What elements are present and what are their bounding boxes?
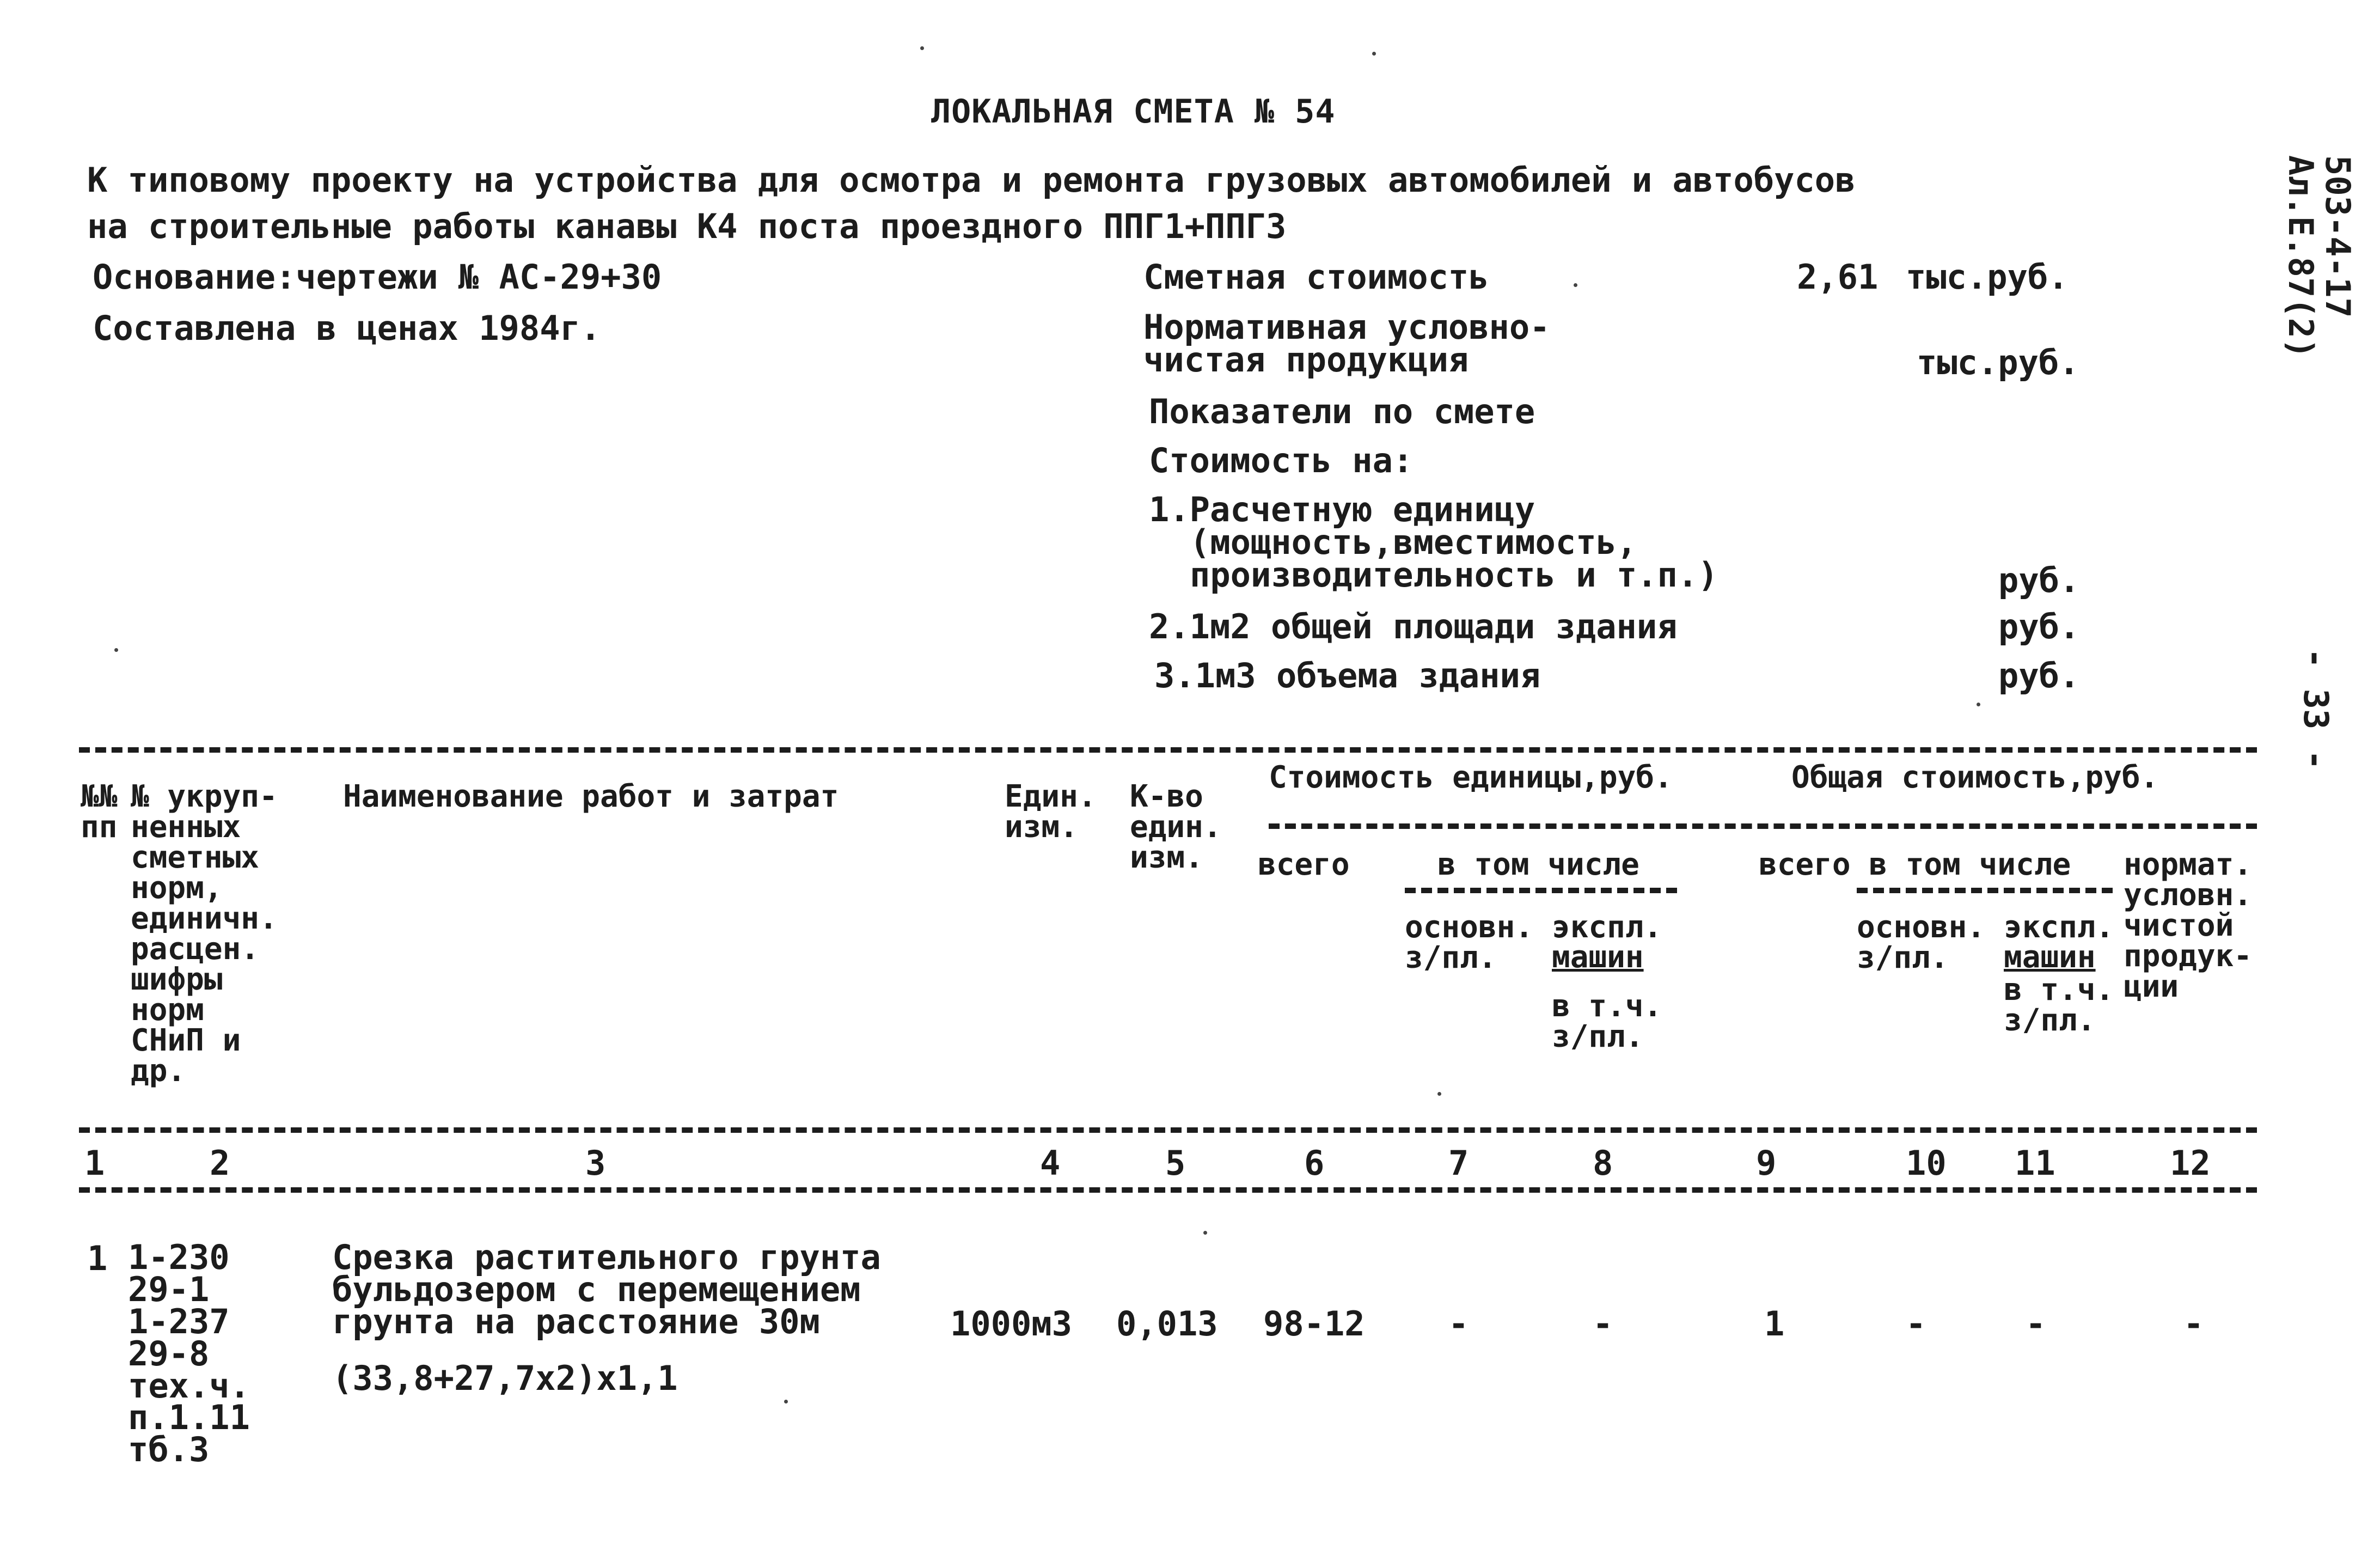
indicator-1-line-2: (мощность,вместимость, xyxy=(1190,522,1637,562)
rule-colnum-bottom xyxy=(79,1187,2257,1193)
header-col-11-bottom: в т.ч. з/пл. xyxy=(2004,972,2114,1038)
normative-label-2: чистая продукция xyxy=(1143,340,1469,380)
header-col-6-total: всего xyxy=(1258,847,1350,882)
side-code-1: 503-4-17 xyxy=(2318,155,2358,318)
row-number: 1 xyxy=(87,1238,108,1278)
row-codes: 1-230 29-1 1-237 29-8 тех.ч. п.1.11 тб.3 xyxy=(128,1237,250,1470)
column-number: 9 xyxy=(1756,1143,1777,1183)
header-col-10: основн. з/пл. xyxy=(1857,910,1986,975)
rule-group-under xyxy=(1269,823,2257,829)
project-line-2: на строительные работы канавы К4 поста проездного ППГ1+ППГ3 xyxy=(87,206,1287,246)
estimated-cost-value: 2,61 xyxy=(1797,257,1879,297)
cost-for-label: Стоимость на: xyxy=(1149,441,1414,480)
rule-header-bottom xyxy=(79,1127,2257,1133)
estimated-cost-unit: тыс.руб. xyxy=(1906,257,2069,297)
indicator-3: 3.1м3 объема здания xyxy=(1154,656,1541,695)
row-unit: 1000м3 xyxy=(950,1304,1072,1344)
header-group-unit-cost: Стоимость единицы,руб. xyxy=(1269,760,1673,795)
indicator-1-line-3: производительность и т.п.) xyxy=(1190,555,1718,595)
page-number: - 33 - xyxy=(2296,648,2336,770)
header-col-8-underlined: машин xyxy=(1552,939,1644,975)
indicator-3-unit: руб. xyxy=(1998,656,2080,695)
header-col-8-top: экспл. xyxy=(1552,910,1662,945)
column-number: 6 xyxy=(1304,1143,1325,1183)
column-number: 2 xyxy=(210,1143,230,1183)
header-group-total-cost: Общая стоимость,руб. xyxy=(1791,760,2159,795)
scan-speck xyxy=(1977,703,1980,706)
header-col-number: №№ пп xyxy=(81,779,118,845)
column-number: 1 xyxy=(84,1143,105,1183)
indicator-2-unit: руб. xyxy=(1998,607,2080,646)
scan-speck xyxy=(1574,283,1577,287)
basis-line: Основание:чертежи № АС-29+30 xyxy=(93,257,662,297)
column-number: 8 xyxy=(1593,1143,1613,1183)
scan-speck xyxy=(784,1400,788,1403)
column-number: 5 xyxy=(1165,1143,1186,1183)
row-col-9: 1 xyxy=(1764,1304,1785,1344)
rule-table-top xyxy=(79,747,2257,753)
column-number: 7 xyxy=(1448,1143,1469,1183)
scan-speck xyxy=(920,46,924,50)
header-col-codes: № укруп- ненных сметных норм, единичн. расцен. шифры норм СНиП и др. xyxy=(131,779,278,1089)
indicator-2: 2.1м2 общей площади здания xyxy=(1149,607,1678,646)
row-formula: (33,8+27,7х2)х1,1 xyxy=(332,1358,678,1398)
column-number: 3 xyxy=(585,1143,606,1183)
row-quantity: 0,013 xyxy=(1116,1304,1218,1344)
estimated-cost-label: Сметная стоимость xyxy=(1143,257,1489,297)
row-col-10: - xyxy=(1906,1304,1926,1344)
row-col-11: - xyxy=(2026,1304,2046,1344)
side-code-2: Ал.Е.87(2) xyxy=(2281,155,2321,359)
header-col-qty: К-во един. изм. xyxy=(1130,779,1222,875)
rule-incl-under-2 xyxy=(1857,888,2113,893)
header-col-8-bottom: в т.ч. з/пл. xyxy=(1552,988,1662,1054)
column-number: 11 xyxy=(2015,1143,2055,1183)
scan-speck xyxy=(114,648,118,652)
scan-speck xyxy=(1203,1231,1207,1235)
indicators-label: Показатели по смете xyxy=(1149,392,1535,431)
header-incl-unit: в том числе xyxy=(1437,847,1639,882)
row-unit-cost-total: 98-12 xyxy=(1263,1304,1365,1344)
header-col-11-top: экспл. xyxy=(2004,910,2114,945)
header-col-11-underlined: машин xyxy=(2004,939,2096,975)
scan-speck xyxy=(1437,1092,1441,1096)
header-col-name: Наименование работ и затрат xyxy=(343,779,839,814)
column-number: 4 xyxy=(1040,1143,1061,1183)
indicator-1-unit: руб. xyxy=(1998,560,2080,600)
normative-unit: тыс.руб. xyxy=(1917,343,2079,382)
column-number: 12 xyxy=(2170,1143,2211,1183)
row-col-12: - xyxy=(2183,1304,2204,1344)
row-work-name: Срезка растительного грунта бульдозером с перемещением грунта на расстояние 30м xyxy=(332,1237,881,1341)
row-col-7: - xyxy=(1448,1304,1469,1344)
column-number: 10 xyxy=(1906,1143,1947,1183)
indicator-1-line-1: 1.Расчетную единицу xyxy=(1149,490,1535,529)
normative-label-1: Нормативная условно- xyxy=(1143,307,1550,347)
header-col-12: нормат. условн. чистой продук- ции xyxy=(2124,847,2253,1004)
row-col-8: - xyxy=(1593,1304,1613,1344)
header-col-unit: Един. изм. xyxy=(1005,779,1097,845)
rule-incl-under-1 xyxy=(1405,888,1677,893)
header-col-7: основн. з/пл. xyxy=(1405,910,1534,975)
project-line-1: К типовому проекту на устройства для осмотра и ремонта грузовых автомобилей и автобусов xyxy=(87,160,1856,200)
document-title: ЛОКАЛЬНАЯ СМЕТА № 54 xyxy=(931,93,1336,131)
header-col-9-incl: всего в том числе xyxy=(1759,847,2071,882)
scan-speck xyxy=(1372,52,1376,56)
prices-line: Составлена в ценах 1984г. xyxy=(93,308,601,348)
